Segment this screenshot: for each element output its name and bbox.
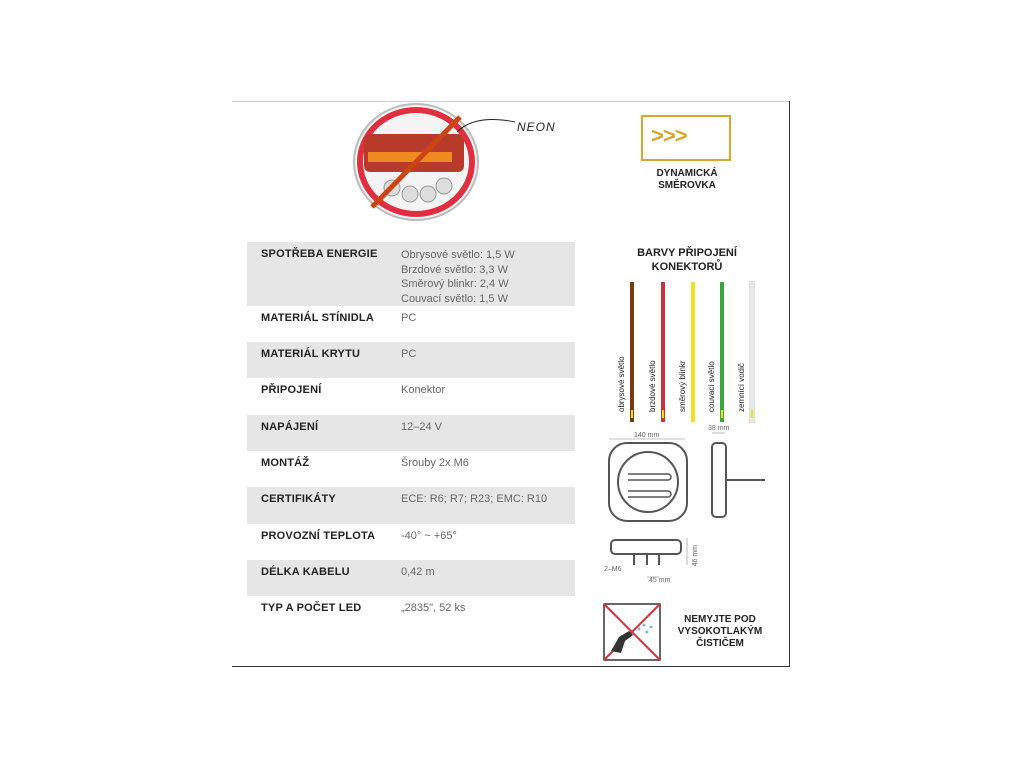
wire-color-bar bbox=[661, 282, 665, 422]
width-dimension: 140 mm bbox=[634, 432, 660, 439]
neon-label: NEON bbox=[517, 120, 556, 134]
wire-color-bar bbox=[720, 282, 724, 422]
spec-key: CERTIFIKÁTY bbox=[261, 493, 336, 505]
wire-label: zemnící vodič bbox=[737, 363, 746, 412]
spacing-dimension: 45 mm bbox=[649, 577, 671, 584]
height-dimension: 46 mm bbox=[692, 545, 699, 567]
bolt-dimension: 2–M6 bbox=[604, 566, 622, 573]
spec-value-line: Brzdové světlo: 3,3 W bbox=[401, 263, 508, 276]
spec-row bbox=[247, 378, 575, 415]
spec-value: Šrouby 2x M6 bbox=[401, 457, 469, 469]
spec-value-line: Obrysové světlo: 1,5 W bbox=[401, 249, 515, 261]
wire-color-bar bbox=[630, 282, 634, 422]
wire-color-bar bbox=[691, 282, 695, 422]
warning-line: VYSOKOTLAKÝM bbox=[677, 626, 763, 637]
spec-row bbox=[247, 415, 575, 451]
spec-row bbox=[247, 342, 575, 378]
right-rule bbox=[789, 101, 790, 667]
spec-key: PŘIPOJENÍ bbox=[261, 384, 322, 396]
spec-value bbox=[401, 248, 575, 306]
spec-key: MATERIÁL STÍNIDLA bbox=[261, 312, 374, 324]
spec-value: ECE: R6; R7; R23; EMC: R10 bbox=[401, 493, 548, 505]
chevron-arrows-icon: >>> bbox=[651, 123, 687, 148]
dynamic-label-line: DYNAMICKÁ bbox=[656, 168, 718, 179]
spec-table bbox=[247, 242, 575, 632]
spec-key: SPOTŘEBA ENERGIE bbox=[261, 248, 378, 260]
depth-dimension: 38 mm bbox=[708, 425, 730, 432]
wire-tip bbox=[692, 410, 694, 418]
spec-row bbox=[247, 487, 575, 524]
spec-key: TYP A POČET LED bbox=[261, 602, 362, 614]
warning-line: ČISTIČEM bbox=[696, 638, 744, 649]
spec-row bbox=[247, 560, 575, 596]
spec-key: DÉLKA KABELU bbox=[261, 566, 350, 578]
dynamic-indicator-badge bbox=[641, 115, 731, 161]
wire-tip bbox=[751, 410, 753, 418]
spec-key: NAPÁJENÍ bbox=[261, 421, 319, 433]
spec-row bbox=[247, 596, 575, 632]
wire-label: obrysové světlo bbox=[617, 356, 626, 412]
wire-color-bar bbox=[750, 282, 754, 422]
spec-row bbox=[247, 306, 575, 342]
spec-value: PC bbox=[401, 348, 417, 360]
bottom-rule bbox=[232, 666, 790, 667]
wire-label: couvací světlo bbox=[707, 361, 716, 412]
spec-key: MATERIÁL KRYTU bbox=[261, 348, 361, 360]
spec-value: -40° ~ +65° bbox=[401, 530, 457, 542]
spec-key: MONTÁŽ bbox=[261, 457, 310, 469]
spec-value-line: Couvací světlo: 1,5 W bbox=[401, 292, 508, 305]
warning-line: NEMYJTE POD bbox=[684, 614, 756, 625]
spec-value: 12–24 V bbox=[401, 421, 442, 433]
spec-value: PC bbox=[401, 312, 417, 324]
spec-row bbox=[247, 524, 575, 560]
connector-title-line: BARVY PŘIPOJENÍ bbox=[637, 247, 737, 259]
warning-text bbox=[670, 614, 770, 650]
wire-tip bbox=[662, 410, 664, 418]
spec-value-line: Směrový blinkr: 2,4 W bbox=[401, 278, 509, 290]
no-pressure-washer-icon bbox=[603, 603, 661, 661]
spec-value: Konektor bbox=[401, 384, 446, 396]
neon-pointer bbox=[455, 112, 525, 138]
connector-colors-title bbox=[622, 246, 752, 274]
wire-tip bbox=[721, 410, 723, 418]
top-rule bbox=[232, 101, 790, 102]
dimension-drawing bbox=[597, 425, 777, 590]
spec-row bbox=[247, 451, 575, 487]
spec-row bbox=[247, 242, 575, 306]
spec-value: „2835", 52 ks bbox=[401, 602, 466, 614]
dynamic-label-line: SMĚROVKA bbox=[658, 180, 716, 191]
wire-label: brzdové světlo bbox=[648, 360, 657, 412]
wire-tip bbox=[631, 410, 633, 418]
wire-label: směrový blinkr bbox=[678, 360, 687, 412]
dynamic-indicator-label bbox=[632, 168, 742, 192]
spec-value: 0,42 m bbox=[401, 566, 435, 578]
spec-key: PROVOZNÍ TEPLOTA bbox=[261, 530, 376, 542]
connector-title-line: KONEKTORŮ bbox=[651, 261, 723, 273]
